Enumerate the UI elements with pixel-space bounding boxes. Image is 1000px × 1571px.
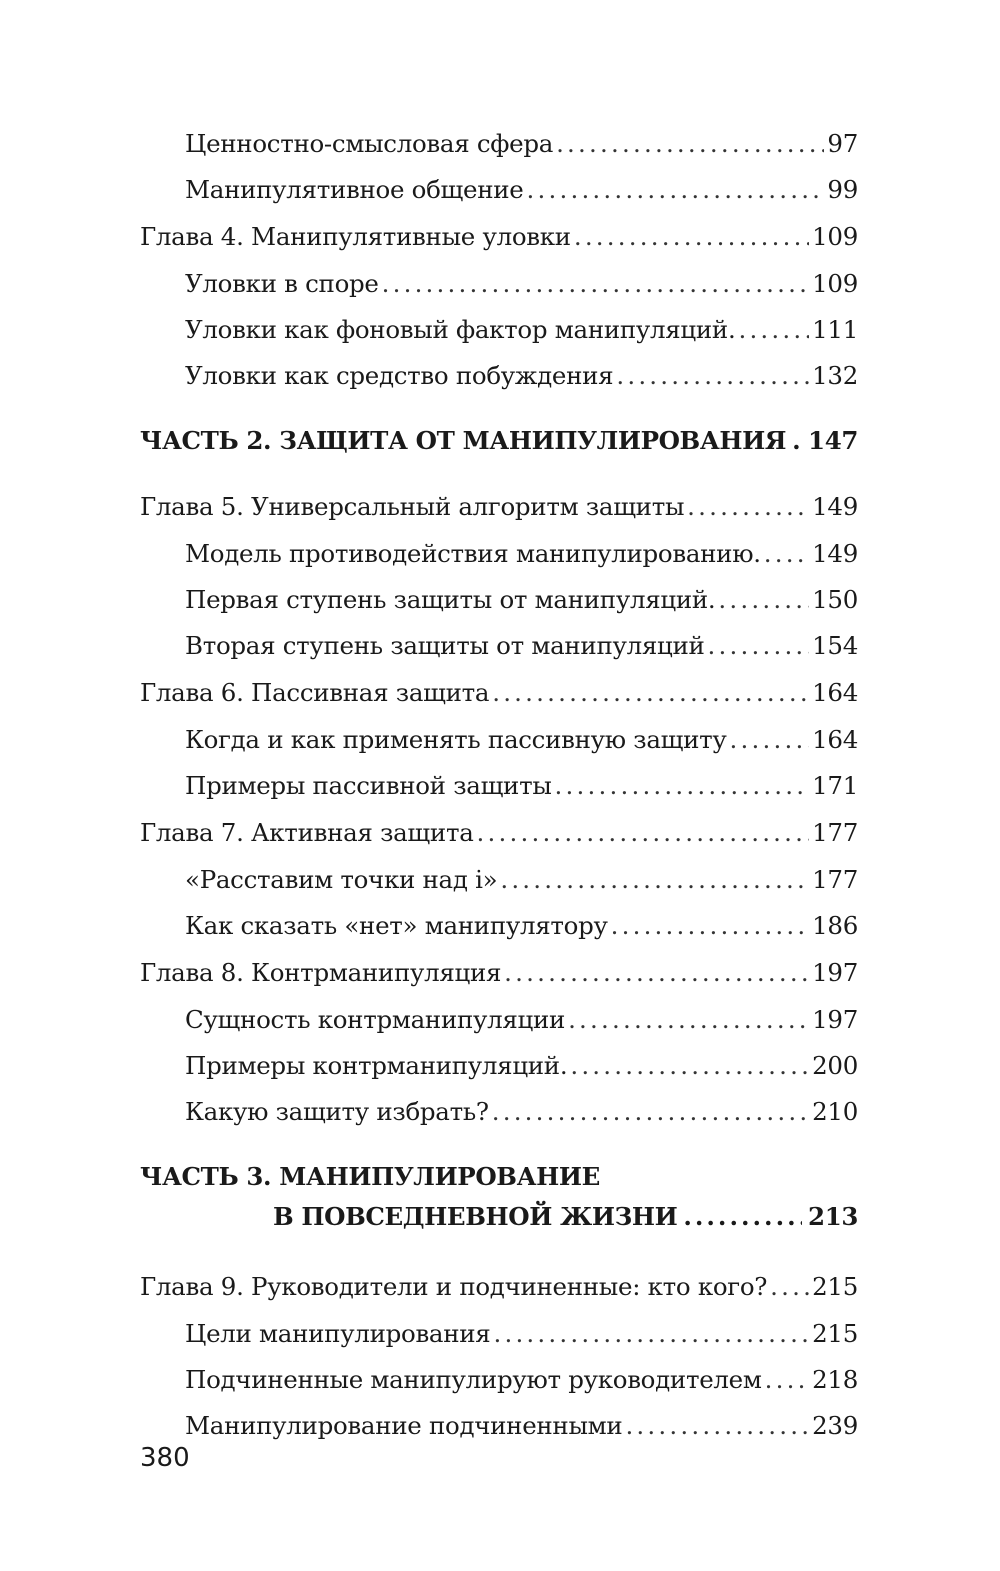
toc-section-entry	[185, 167, 858, 213]
toc-section-entry	[185, 307, 858, 353]
entry-page: 239	[812, 1411, 858, 1440]
toc-section-entry	[185, 903, 858, 949]
leader-dots	[556, 121, 824, 167]
entry-page: 132	[812, 361, 858, 390]
entry-title: Уловки как фоновый фактор манипуляций.	[185, 315, 736, 344]
toc-section-entry	[185, 121, 858, 167]
leader-dots	[492, 669, 809, 717]
entry-page: 154	[812, 631, 858, 660]
entry-title: Модель противодействия манипулированию.	[185, 539, 761, 568]
part-2-title: ЧАСТЬ 2. ЗАЩИТА ОТ МАНИПУЛИРОВАНИЯ	[140, 426, 787, 455]
toc-section-entry	[185, 1043, 858, 1089]
leader-dots	[504, 949, 809, 997]
entry-title: Вторая ступень защиты от манипуляций	[185, 631, 705, 660]
entry-page: 171	[812, 771, 858, 800]
part-2-page: 147	[808, 426, 858, 455]
entry-page: 97	[827, 129, 858, 158]
leader-dots	[570, 1043, 809, 1089]
leader-dots	[718, 577, 809, 623]
leader-dots	[708, 623, 810, 669]
toc-section-entry	[185, 261, 858, 307]
entry-page: 111	[812, 315, 858, 344]
entry-page: 197	[812, 1005, 858, 1034]
table-of-contents	[140, 121, 858, 1449]
entry-page: 164	[812, 678, 858, 707]
leader-dots	[730, 717, 810, 763]
leader-dots	[765, 1357, 810, 1403]
toc-chapter-entry	[140, 949, 858, 997]
leader-dots	[625, 1403, 809, 1449]
leader-dots	[477, 809, 810, 857]
part-3-heading	[140, 1157, 858, 1237]
leader-dots	[764, 531, 809, 577]
leader-dots	[555, 763, 810, 809]
toc-chapter-entry	[140, 483, 858, 531]
leader-dots	[492, 1089, 809, 1135]
entry-page: 186	[812, 911, 858, 940]
entry-title: Глава 7. Активная защита	[140, 818, 474, 847]
toc-section-entry	[185, 857, 858, 903]
entry-title: «Расставим точки над i»	[185, 865, 498, 894]
entry-title: Примеры контрманипуляций.	[185, 1051, 568, 1080]
entry-title: Глава 8. Контрманипуляция	[140, 958, 502, 987]
toc-block-2	[140, 483, 858, 1135]
entry-title: Как сказать «нет» манипулятору	[185, 911, 608, 940]
entry-title: Глава 9. Руководители и подчиненные: кто кого?	[140, 1272, 768, 1301]
toc-chapter-entry	[140, 809, 858, 857]
toc-section-entry	[185, 353, 858, 399]
entry-page: 149	[812, 492, 858, 521]
toc-section-entry	[185, 623, 858, 669]
leader-dots	[611, 903, 810, 949]
entry-title: Цели манипулирования	[185, 1319, 491, 1348]
entry-page: 215	[812, 1319, 858, 1348]
entry-title: Глава 5. Универсальный алгоритм защиты	[140, 492, 685, 521]
entry-title: Подчиненные манипулируют руководителем	[185, 1365, 762, 1394]
entry-title: Манипулятивное общение	[185, 175, 524, 204]
entry-title: Уловки в споре	[185, 269, 379, 298]
leader-dots	[687, 483, 809, 531]
entry-page: 177	[812, 818, 858, 847]
part-3-title-line-1: ЧАСТЬ 3. МАНИПУЛИРОВАНИЕ	[140, 1162, 600, 1191]
leader-dots	[568, 997, 809, 1043]
leader-dots	[792, 421, 802, 461]
entry-title: Глава 4. Манипулятивные уловки	[140, 222, 571, 251]
entry-page: 197	[812, 958, 858, 987]
toc-section-entry	[185, 577, 858, 623]
toc-block-3	[140, 1263, 858, 1449]
toc-section-entry	[185, 763, 858, 809]
toc-section-entry	[185, 1089, 858, 1135]
entry-title: Ценностно-смысловая сфера	[185, 129, 554, 158]
leader-dots	[574, 213, 809, 261]
entry-title: Первая ступень защиты от манипуляций.	[185, 585, 716, 614]
page-number: 380	[140, 1443, 190, 1473]
entry-title: Примеры пассивной защиты	[185, 771, 552, 800]
leader-dots	[382, 261, 810, 307]
toc-block-1	[140, 121, 858, 399]
toc-chapter-entry	[140, 1263, 858, 1311]
part-3-page: 213	[808, 1202, 858, 1231]
leader-dots	[500, 857, 809, 903]
leader-dots	[616, 353, 809, 399]
toc-section-entry	[185, 997, 858, 1043]
leader-dots	[493, 1311, 809, 1357]
toc-section-entry	[185, 717, 858, 763]
entry-title: Глава 6. Пассивная защита	[140, 678, 490, 707]
toc-chapter-entry	[140, 669, 858, 717]
toc-section-entry	[185, 1311, 858, 1357]
entry-page: 177	[812, 865, 858, 894]
part-3-title-line-2: В ПОВСЕДНЕВНОЙ ЖИЗНИ	[273, 1202, 678, 1231]
leader-dots	[770, 1263, 809, 1311]
entry-page: 99	[827, 175, 858, 204]
leader-dots	[683, 1197, 802, 1237]
entry-page: 200	[812, 1051, 858, 1080]
entry-page: 215	[812, 1272, 858, 1301]
toc-section-entry	[185, 531, 858, 577]
entry-page: 109	[812, 269, 858, 298]
entry-title: Какую защиту избрать?	[185, 1097, 489, 1126]
entry-page: 210	[812, 1097, 858, 1126]
entry-title: Сущность контрманипуляции	[185, 1005, 566, 1034]
part-2-heading	[140, 421, 858, 461]
toc-chapter-entry	[140, 213, 858, 261]
leader-dots	[527, 167, 825, 213]
entry-title: Уловки как средство побуждения	[185, 361, 614, 390]
entry-title: Когда и как применять пассивную защиту	[185, 725, 727, 754]
toc-section-entry	[185, 1357, 858, 1403]
toc-section-entry	[185, 1403, 858, 1449]
entry-title: Манипулирование подчиненными	[185, 1411, 623, 1440]
entry-page: 150	[812, 585, 858, 614]
entry-page: 149	[812, 539, 858, 568]
entry-page: 164	[812, 725, 858, 754]
entry-page: 109	[812, 222, 858, 251]
entry-page: 218	[812, 1365, 858, 1394]
leader-dots	[738, 307, 809, 353]
